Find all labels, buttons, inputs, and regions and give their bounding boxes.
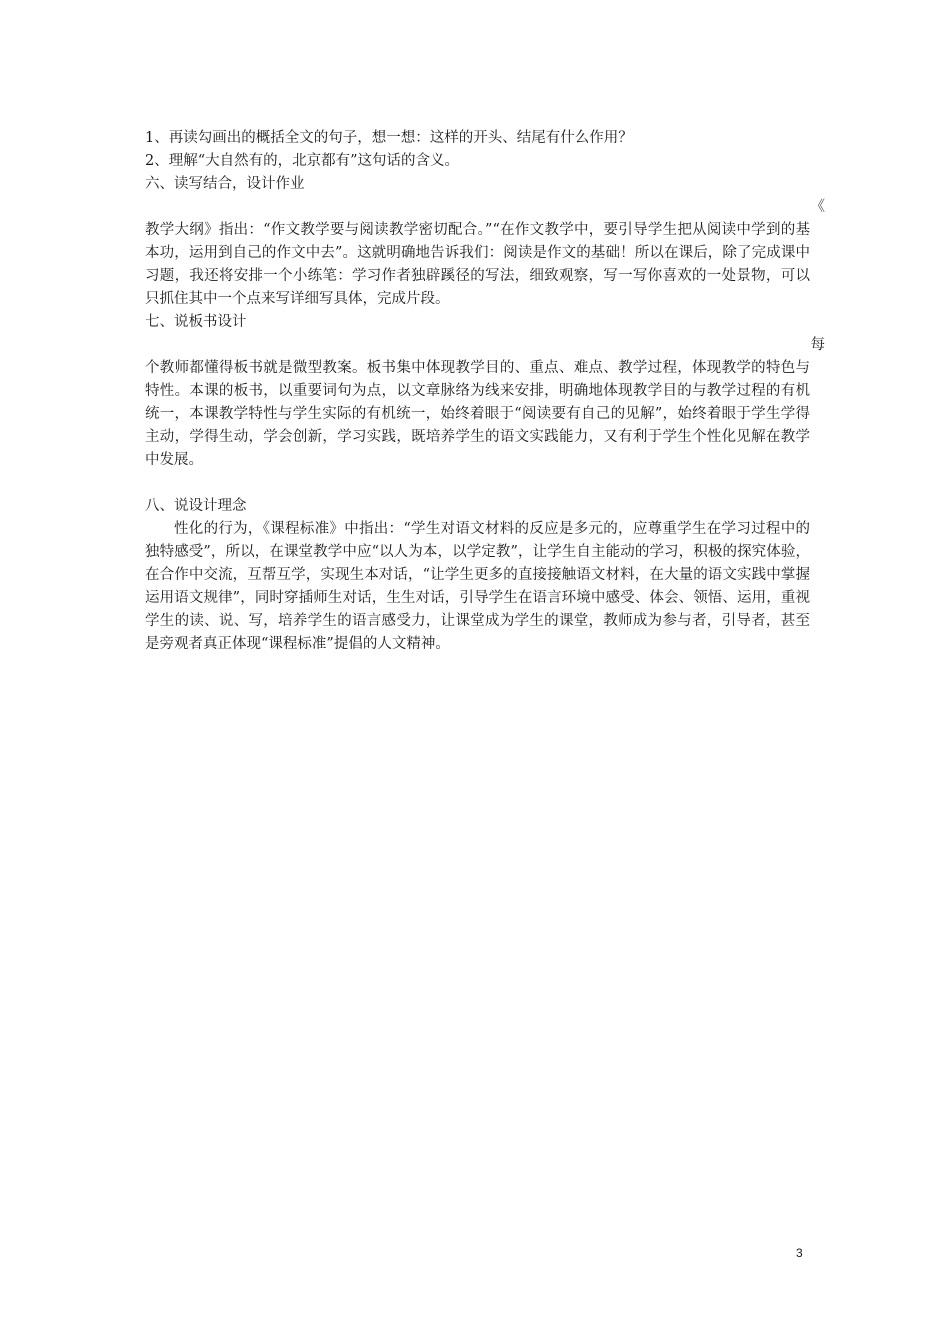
section-8-paragraph: 性化的行为，《课程标准》中指出：“学生对语文材料的反应是多元的，应尊重学生在学习过程中的独特感受”，所以，在课堂教学中应“以人为本，以学定教”，让学生自主能动的学习，积极的探究体验，在合作中交流，互帮互学，实现生本对话，“让学生更多的直接接触语文材料，在大量的语文实践中掌握运用语文规律”，同时穿插师生对话，生生对话，引导学生在语言环境中感受、体会、领悟、运用，重视学生的读、说、写，培养学生的语言感受力，让课堂成为学生的课堂，教师成为参与者，引导者，甚至是旁观者真正体现“课程标准”提倡的人文精神。: [145, 521, 810, 652]
question-2: 2、理解“大自然有的，北京都有”这句话的含义。: [145, 153, 460, 169]
section-8-heading: 八、说设计理念: [145, 498, 247, 514]
section-6-paragraph: 教学大纲》指出：“作文教学要与阅读教学密切配合。”“在作文教学中，要引导学生把从阅读中学到的基本功，运用到自己的作文中去”。这就明确地告诉我们：阅读是作文的基础！所以在课后，除了完成课中习题，我还将安排一个小练笔：学习作者独辟蹊径的写法，细致观察，写一写你喜欢的一处景物，可以只抓住其中一个点来写详细写具体，完成片段。: [145, 222, 810, 307]
document-body: [145, 127, 825, 656]
section-7-heading: 七、说板书设计: [145, 314, 247, 330]
section-6-heading: 六、读写结合，设计作业: [145, 176, 305, 192]
section-6-lead-char: 《: [810, 199, 825, 215]
page-number: 3: [796, 1246, 803, 1260]
section-7-lead-char: 每: [810, 337, 825, 353]
paragraph-spacer: [145, 472, 810, 495]
section-7-paragraph: 个教师都懂得板书就是微型教案。板书集中体现教学目的、重点、难点、教学过程，体现教学的特色与特性。本课的板书，以重要词句为点，以文章脉络为线来安排，明确地体现教学目的与教学过程的有机统一，本课教学特性与学生实际的有机统一，始终着眼于“阅读要有自己的见解”，始终着眼于学生学得主动，学得生动，学会创新，学习实践，既培养学生的语文实践能力，又有利于学生个性化见解在教学中发展。: [145, 360, 810, 468]
question-1: 1、再读勾画出的概括全文的句子，想一想：这样的开头、结尾有什么作用？: [145, 130, 633, 146]
